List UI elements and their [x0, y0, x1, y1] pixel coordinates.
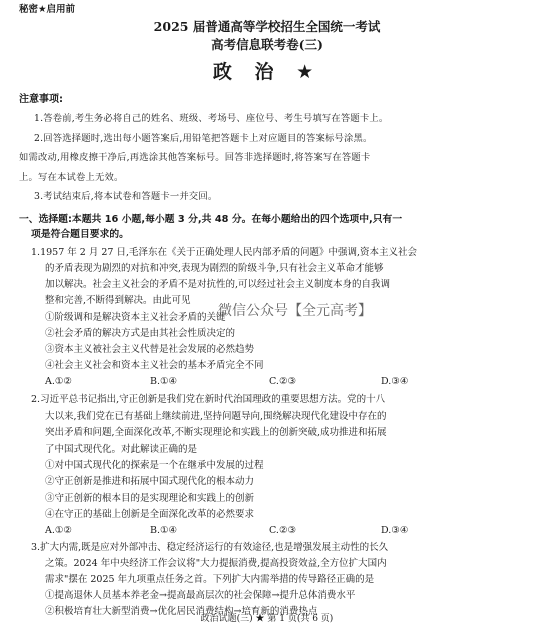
section-heading-cont: 项是符合题目要求的。 — [31, 229, 129, 240]
question-1-text: 整和完善,不断得到解决。由此可见 — [45, 295, 191, 306]
option-d: D.③④ — [381, 525, 409, 536]
question-1-item: ④社会主义社会和资本主义社会的基本矛盾完全不同 — [45, 360, 264, 371]
question-2-options — [45, 524, 515, 538]
question-1-text: 的矛盾表现为剧烈的对抗和冲突,表现为剧烈的阶级斗争,只有社会主义革命才能够 — [45, 263, 384, 274]
notice-line: 上。写在本试卷上无效。 — [19, 172, 124, 183]
question-1-text: 加以解决。社会主义社会的矛盾不是对抗性的,可以经过社会主义制度本身的自我调 — [45, 279, 391, 290]
question-1-item: ①阶级调和是解决资本主义社会矛盾的关键 — [45, 312, 226, 323]
question-3-item: ②积极培育壮大新型消费→优化居民消费结构→培育新的消费热点 — [45, 606, 318, 617]
option-b: B.①④ — [150, 525, 178, 536]
section-heading: 一、选择题:本题共 16 小题,每小题 3 分,共 48 分。在每小题给出的四个选项中,只有一 — [19, 214, 403, 225]
question-1-text: 1.1957 年 2 月 27 日,毛泽东在《关于正确处理人民内部矛盾的问题》中强调,资本主义社会 — [31, 247, 418, 258]
option-b: B.①④ — [150, 376, 178, 387]
question-2-text: 大以来,我们党在已有基础上继续前进,坚持问题导向,围绕解决现代化建设中存在的 — [45, 411, 387, 422]
notice-line: 如需改动,用橡皮擦干净后,再选涂其他答案标号。回答非选择题时,将答案写在答题卡 — [19, 152, 371, 163]
subject-title: 政 治 ★ — [212, 61, 322, 83]
question-3-text: 需求"摆在 2025 年九项重点任务之首。下列扩大内需举措的传导路径正确的是 — [45, 574, 375, 585]
question-1-options — [45, 375, 515, 389]
option-a: A.①② — [45, 376, 72, 387]
watermark-text: 微信公众号【全元高考】 — [218, 303, 372, 319]
option-a: A.①② — [45, 525, 72, 536]
question-2-text: 突出矛盾和问题,全面深化改革,不断实现理论和实践上的创新突破,成功推进和拓展 — [45, 427, 387, 438]
question-3-text: 3.扩大内需,既是应对外部冲击、稳定经济运行的有效途径,也是增强发展主动性的长久 — [31, 542, 389, 553]
confidential-mark: 秘密★启用前 — [19, 4, 76, 15]
notice-line: 3.考试结束后,将本试卷和答题卡一并交回。 — [34, 191, 218, 202]
exam-title: 2025 届普通高等学校招生全国统一考试 — [153, 19, 381, 34]
question-2-text: 2.习近平总书记指出,守正创新是我们党在新时代治国理政的重要思想方法。党的十八 — [31, 394, 386, 405]
exam-subtitle: 高考信息联考卷(三) — [211, 37, 323, 52]
notice-line: 1.答卷前,考生务必将自己的姓名、班级、考场号、座位号、考生号填写在答题卡上。 — [34, 113, 389, 124]
option-c: C.②③ — [269, 525, 296, 536]
question-2-text: 了中国式现代化。对此解读正确的是 — [45, 444, 198, 455]
page-footer: 政治试题(三) ★ 第 1 页(共 6 页) — [200, 614, 334, 624]
option-d: D.③④ — [381, 376, 409, 387]
question-2-item: ③守正创新的根本目的是实现理论和实践上的创新 — [45, 493, 255, 504]
question-2-item: ①对中国式现代化的探索是一个在继承中发展的过程 — [45, 460, 264, 471]
question-3-item: ①提高退休人员基本养老金→提高最高层次的社会保障→提升总体消费水平 — [45, 590, 356, 601]
question-1-item: ②社会矛盾的解决方式是由其社会性质决定的 — [45, 328, 236, 339]
notice-heading: 注意事项: — [19, 94, 63, 105]
question-2-item: ②守正创新是推进和拓展中国式现代化的根本动力 — [45, 476, 255, 487]
question-2-item: ④在守正的基础上创新是全面深化改革的必然要求 — [45, 509, 255, 520]
question-3-text: 之策。2024 年中央经济工作会议将"大力提振消费,提高投资效益,全方位扩大国内 — [45, 558, 387, 569]
notice-line: 2.回答选择题时,选出每小题答案后,用铅笔把答题卡上对应题目的答案标号涂黑。 — [34, 133, 373, 144]
option-c: C.②③ — [269, 376, 296, 387]
question-1-item: ③资本主义被社会主义代替是社会发展的必然趋势 — [45, 344, 255, 355]
